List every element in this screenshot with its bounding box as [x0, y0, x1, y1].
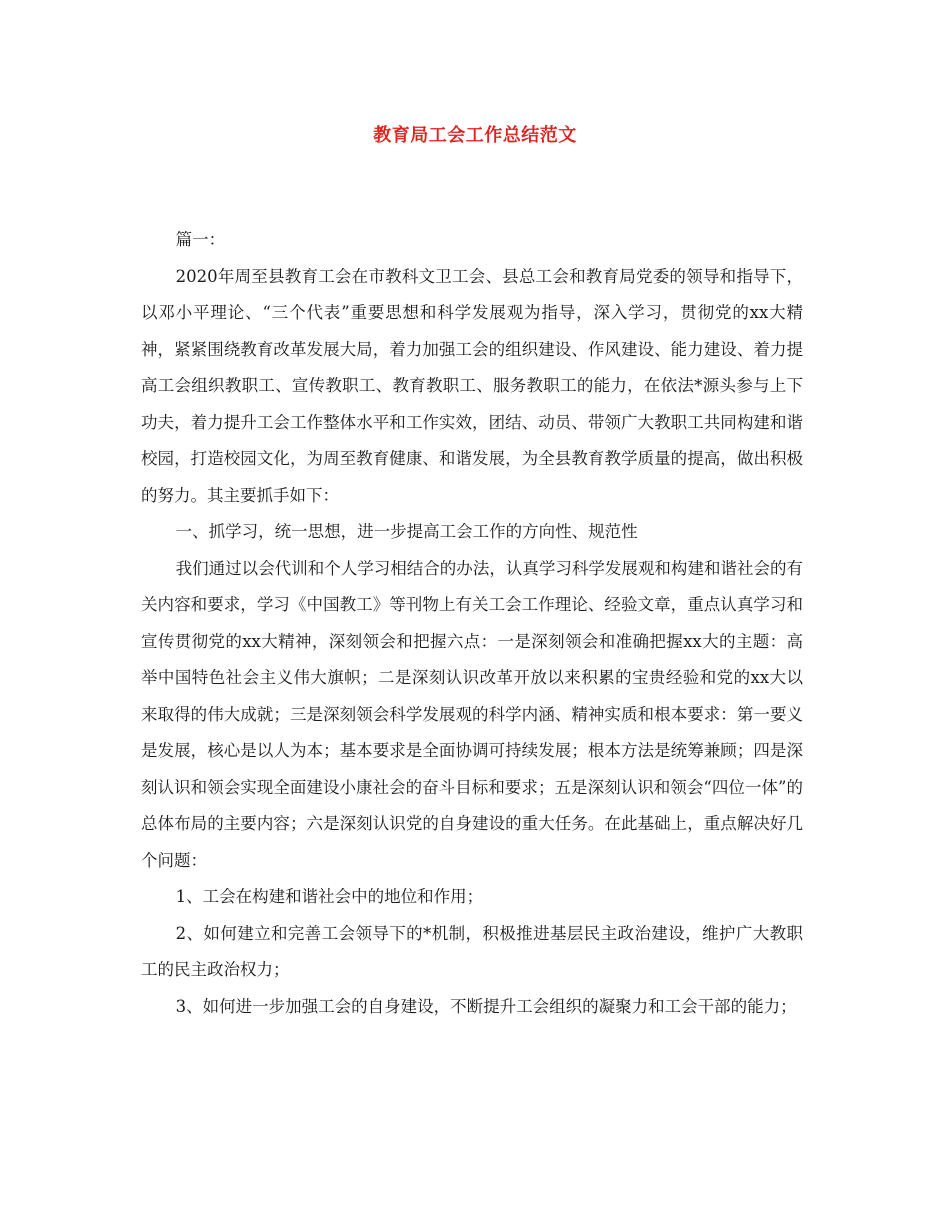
- paragraph-heading-one: 一、抓学习，统一思想，进一步提高工会工作的方向性、规范性: [175, 522, 638, 541]
- paragraph-intro: 2020年周至县教育工会在市教科文卫工会、县总工会和教育局党委的领导和指导下，以邓小平理论、“三个代表”重要思想和科学发展观为指导，深入学习，贯彻党的xx大精神，紧紧围绕教育改革发展大局，着力加强工会的组织建设、作风建设、能力建设、着力提高工会组织教职工、宣传教职工、教育教职工、服务教职工的能力，在依法*源头参与上下功夫，着力提升工会工作整体水平和工作实效，团结、动员、带领广大教职工共同构建和谐校园，打造校园文化，为周至教育健康、和谐发展，为全县教育教学质量的提高，做出积极的努力。其主要抓手如下：: [141, 266, 803, 505]
- paragraph-item-3: 3、如何进一步加强工会的自身建设，不断提升工会组织的凝聚力和工会干部的能力；: [175, 996, 797, 1016]
- paragraph-study: 我们通过以会代训和个人学习相结合的办法，认真学习科学发展观和构建和谐社会的有关内容和要求，学习《中国教工》等刊物上有关工会工作理论、经验文章，重点认真学习和宣传贯彻党的xx大精神，深刻领会和把握六点：一是深刻领会和准确把握xx大的主题：高举中国特色社会主义伟大旗帜；二是深刻认识改革开放以来积累的宝贵经验和党的xx大以来取得的伟大成就；三是深刻领会科学发展观的科学内涵、精神实质和根本要求：第一要义是发展，核心是以人为本；基本要求是全面协调可持续发展；根本方法是统筹兼顾；四是深刻认识和领会实现全面建设小康社会的奋斗目标和要求；五是深刻认识和领会“四位一体”的总体布局的主要内容；六是深刻认识党的自身建设的重大任务。在此基础上，重点解决好几个问题：: [141, 558, 803, 870]
- paragraph-item-1: 1、工会在构建和谐社会中的地位和作用；: [175, 887, 484, 906]
- paragraph-section-label: 篇一：: [175, 230, 226, 249]
- paragraph-item-2: 2、如何建立和完善工会领导下的*机制，积极推进基层民主政治建设，维护广大教职工的民主政治权力；: [141, 923, 803, 979]
- document-body: [141, 222, 803, 1025]
- document-title: 教育局工会工作总结范文: [373, 125, 577, 146]
